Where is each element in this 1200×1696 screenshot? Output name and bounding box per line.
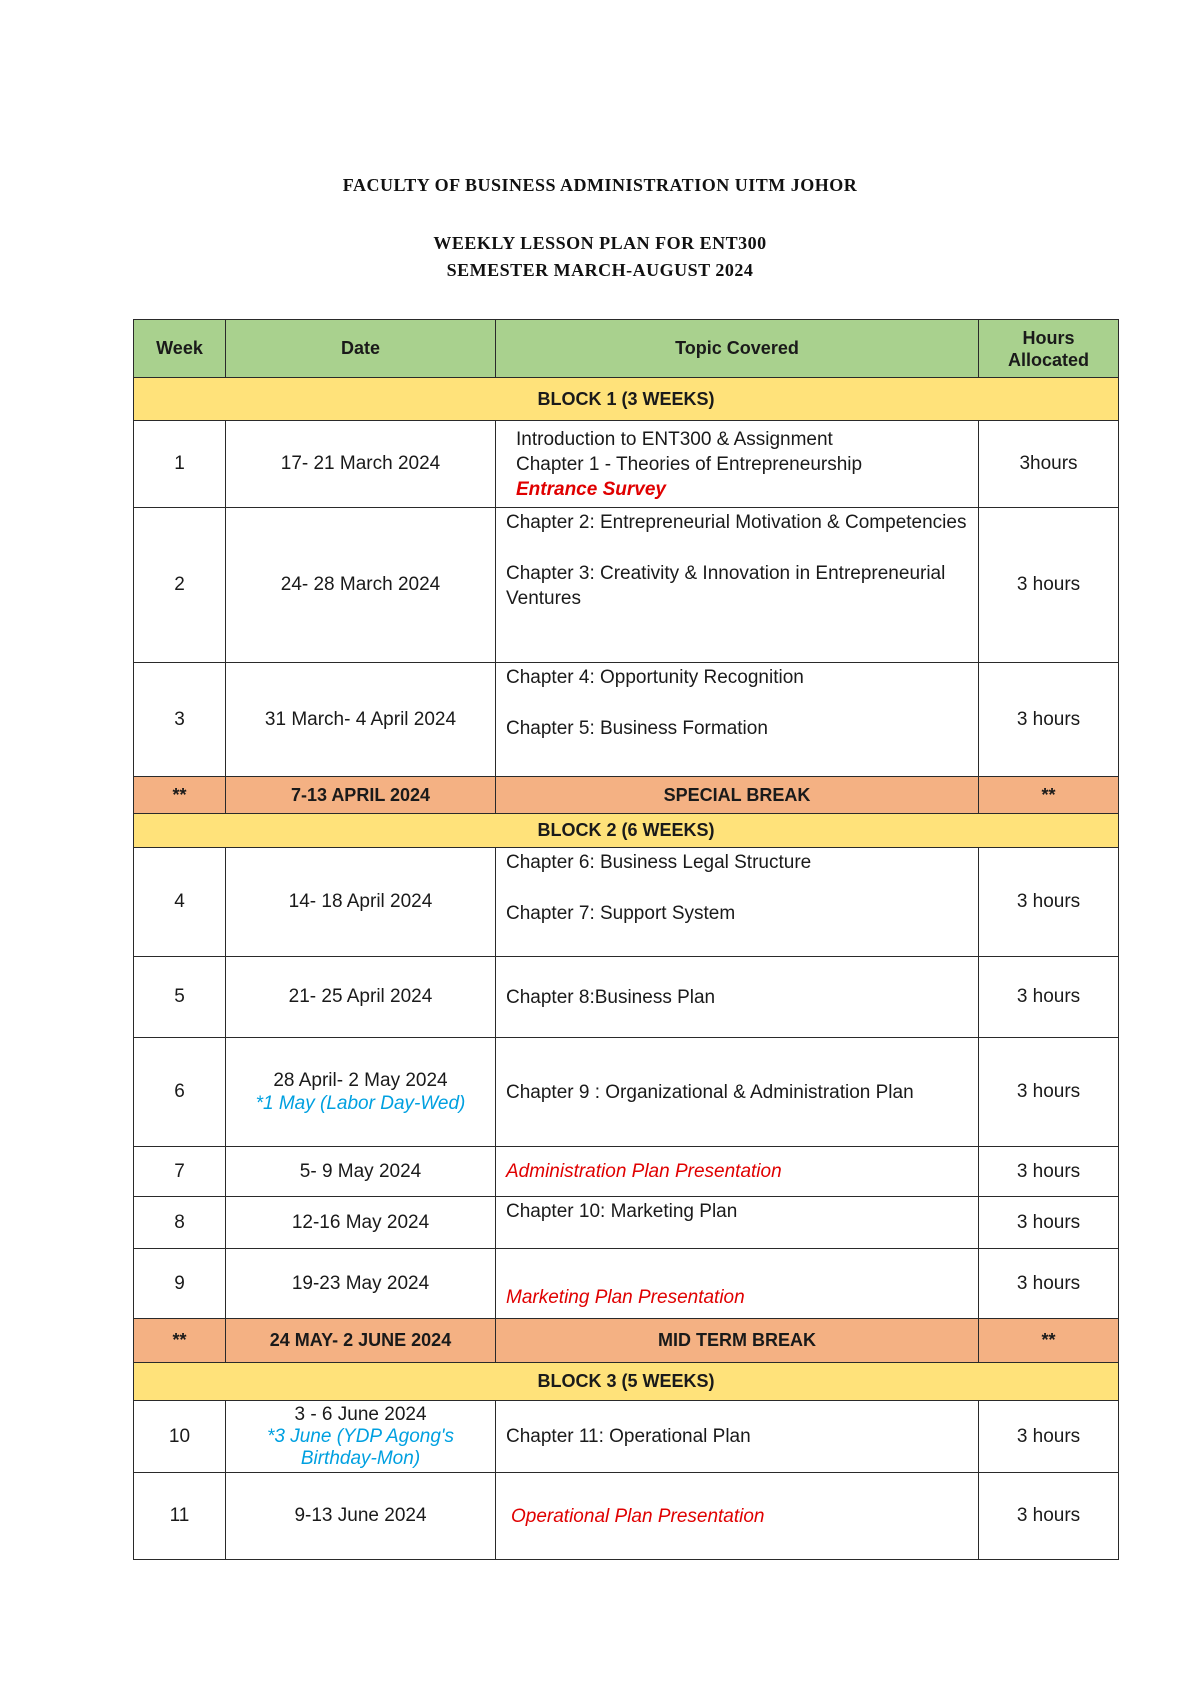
- semester-title: SEMESTER MARCH-AUGUST 2024: [446, 260, 754, 280]
- date-cell: [226, 1038, 496, 1147]
- holiday-note: *3 June (YDP Agong's Birthday-Mon): [266, 1425, 455, 1469]
- week-cell: 1: [134, 421, 226, 508]
- week-cell: 3: [134, 663, 226, 777]
- hours-cell: 3 hours: [979, 957, 1119, 1038]
- topic-cell: Chapter 9 : Organizational & Administration Plan: [496, 1038, 979, 1147]
- table-row: [134, 1249, 1119, 1319]
- week-cell: 10: [134, 1401, 226, 1473]
- topic-cell: [496, 508, 979, 663]
- week-cell: 2: [134, 508, 226, 663]
- topic-line: Chapter 3: Creativity & Innovation in Entrepreneurial Ventures: [506, 563, 946, 609]
- date-cell: 31 March- 4 April 2024: [226, 663, 496, 777]
- week-cell: 5: [134, 957, 226, 1038]
- break-date: 7-13 APRIL 2024: [226, 777, 496, 814]
- col-hours: Hours Allocated: [979, 320, 1119, 378]
- date-cell: 17- 21 March 2024: [226, 421, 496, 508]
- break-hours: **: [979, 777, 1119, 814]
- block-row: [134, 1363, 1119, 1401]
- topic-cell: Chapter 10: Marketing Plan: [496, 1197, 979, 1249]
- table-row: [134, 1147, 1119, 1197]
- table-row: [134, 663, 1119, 777]
- topic-line: Chapter 4: Opportunity Recognition: [506, 667, 804, 688]
- break-date: 24 MAY- 2 JUNE 2024: [226, 1319, 496, 1363]
- table-row: [134, 1401, 1119, 1473]
- week-cell: 9: [134, 1249, 226, 1319]
- presentation-topic-cell: Operational Plan Presentation: [496, 1473, 979, 1560]
- block-2-label: BLOCK 2 (6 WEEKS): [134, 814, 1119, 848]
- break-label: SPECIAL BREAK: [496, 777, 979, 814]
- date-text: 3 - 6 June 2024: [294, 1403, 427, 1425]
- week-cell: 7: [134, 1147, 226, 1197]
- break-week: **: [134, 777, 226, 814]
- break-row: [134, 777, 1119, 814]
- week-cell: 6: [134, 1038, 226, 1147]
- table-row: [134, 1038, 1119, 1147]
- hours-cell: 3 hours: [979, 1038, 1119, 1147]
- table-row: [134, 848, 1119, 957]
- topic-cell: [496, 421, 979, 508]
- date-cell: 5- 9 May 2024: [226, 1147, 496, 1197]
- holiday-note: *1 May (Labor Day-Wed): [255, 1093, 466, 1114]
- block-row: [134, 378, 1119, 421]
- hours-cell: 3 hours: [979, 663, 1119, 777]
- topic-cell: [496, 848, 979, 957]
- week-cell: 8: [134, 1197, 226, 1249]
- block-1-label: BLOCK 1 (3 WEEKS): [134, 378, 1119, 421]
- table-row: [134, 421, 1119, 508]
- date-cell: 9-13 June 2024: [226, 1473, 496, 1560]
- topic-cell: [496, 663, 979, 777]
- hours-cell: 3 hours: [979, 1147, 1119, 1197]
- date-cell: 24- 28 March 2024: [226, 508, 496, 663]
- entrance-survey-note: Entrance Survey: [516, 478, 666, 500]
- break-hours: **: [979, 1319, 1119, 1363]
- topic-cell: Chapter 11: Operational Plan: [496, 1401, 979, 1473]
- hours-cell: 3 hours: [979, 1197, 1119, 1249]
- topic-line: Chapter 2: Entrepreneurial Motivation & Competencies: [506, 512, 967, 533]
- col-date: Date: [226, 320, 496, 378]
- presentation-topic-cell: Administration Plan Presentation: [496, 1147, 979, 1197]
- table-row: [134, 508, 1119, 663]
- table-row: [134, 1473, 1119, 1560]
- date-cell: [226, 1401, 496, 1473]
- table-row: [134, 957, 1119, 1038]
- plan-title: WEEKLY LESSON PLAN FOR ENT300: [433, 233, 767, 253]
- topic-line: Chapter 6: Business Legal Structure: [506, 852, 812, 873]
- date-cell: 12-16 May 2024: [226, 1197, 496, 1249]
- break-label: MID TERM BREAK: [496, 1319, 979, 1363]
- break-week: **: [134, 1319, 226, 1363]
- faculty-title: FACULTY OF BUSINESS ADMINISTRATION UITM JOHOR: [342, 175, 858, 195]
- col-week: Week: [134, 320, 226, 378]
- topic-line: Chapter 1 - Theories of Entrepreneurship: [516, 453, 863, 475]
- table-row: [134, 1197, 1119, 1249]
- week-cell: 4: [134, 848, 226, 957]
- date-cell: 19-23 May 2024: [226, 1249, 496, 1319]
- hours-cell: 3 hours: [979, 508, 1119, 663]
- topic-line: Introduction to ENT300 & Assignment: [516, 428, 833, 450]
- date-cell: 14- 18 April 2024: [226, 848, 496, 957]
- hours-cell: 3 hours: [979, 1401, 1119, 1473]
- hours-cell: 3hours: [979, 421, 1119, 508]
- presentation-topic-cell: Marketing Plan Presentation: [496, 1249, 979, 1319]
- col-topic: Topic Covered: [496, 320, 979, 378]
- hours-cell: 3 hours: [979, 1473, 1119, 1560]
- hours-cell: 3 hours: [979, 1249, 1119, 1319]
- week-cell: 11: [134, 1473, 226, 1560]
- hours-cell: 3 hours: [979, 848, 1119, 957]
- block-3-label: BLOCK 3 (5 WEEKS): [134, 1363, 1119, 1401]
- date-cell: 21- 25 April 2024: [226, 957, 496, 1038]
- table-header-row: [134, 320, 1119, 378]
- plan-title-block: [0, 230, 1200, 284]
- topic-cell: Chapter 8:Business Plan: [496, 957, 979, 1038]
- date-text: 28 April- 2 May 2024: [273, 1070, 448, 1091]
- topic-line: Chapter 7: Support System: [506, 903, 736, 924]
- block-row: [134, 814, 1119, 848]
- lesson-plan-table: [133, 319, 1119, 1560]
- topic-line: Chapter 5: Business Formation: [506, 718, 768, 739]
- break-row: [134, 1319, 1119, 1363]
